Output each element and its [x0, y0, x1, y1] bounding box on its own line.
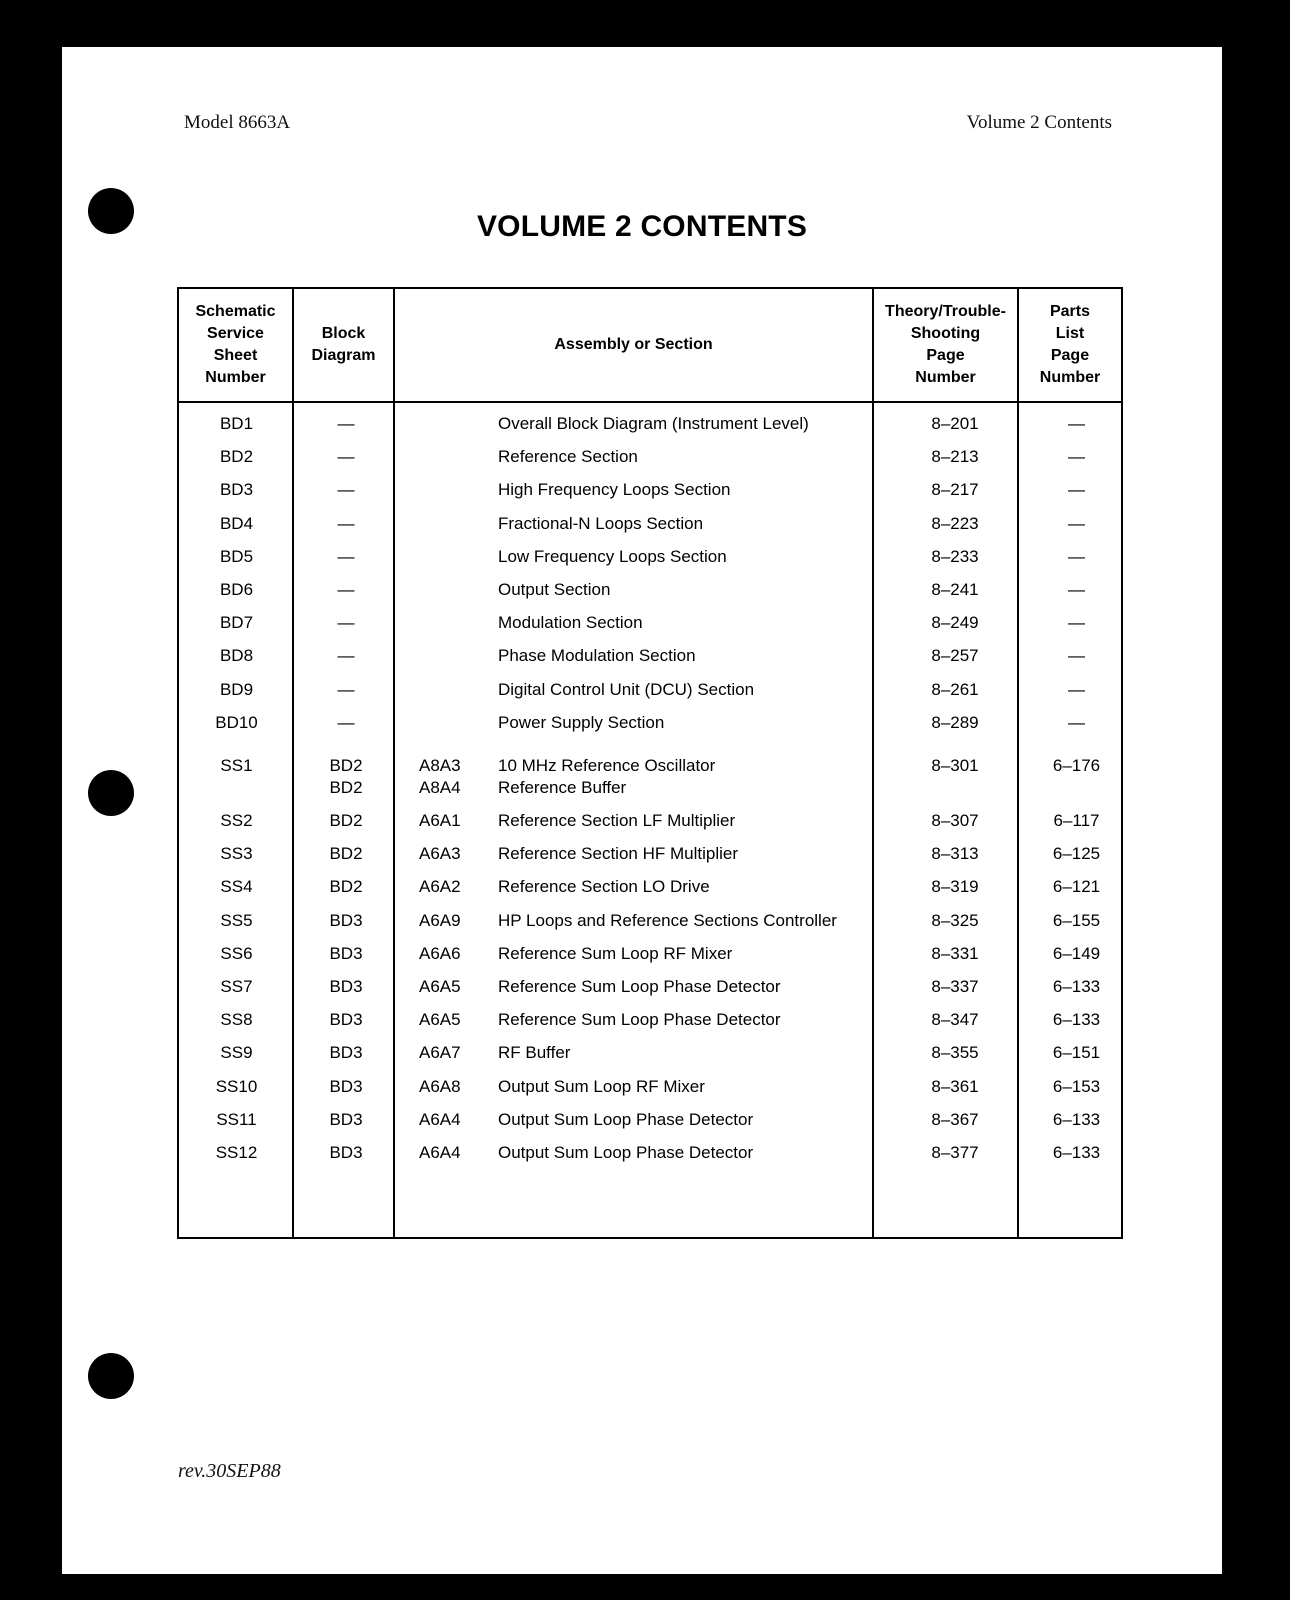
cell-sheet: BD1 [219, 414, 254, 433]
cell-block: — [337, 447, 355, 467]
cell-block: BD3 [329, 1010, 363, 1030]
cell-sheet: SS7 [220, 977, 253, 996]
column-header-block: Block Diagram [311, 325, 376, 364]
cell-section: Reference Sum Loop Phase Detector [498, 977, 781, 996]
cell-sheet: BD5 [219, 546, 254, 566]
cell-theory: 8–241 [931, 580, 979, 599]
cell-sheet: BD3 [219, 480, 254, 500]
cell-block: BD2 BD2 [329, 756, 363, 797]
table-row [179, 612, 1121, 646]
cell-section: Digital Control Unit (DCU) Section [498, 679, 755, 699]
cell-block: BD3 [329, 943, 363, 963]
contents-table [177, 287, 1123, 1239]
cell-assembly: A6A5 [419, 1010, 461, 1030]
cell-sheet: SS12 [215, 1143, 258, 1162]
cell-sheet: BD2 [219, 447, 254, 467]
cell-parts: 6–133 [1052, 1010, 1101, 1030]
column-header-sheet: Schematic Service Sheet Number [195, 303, 276, 386]
cell-block: BD3 [329, 1109, 363, 1129]
cell-parts: 6–153 [1052, 1076, 1101, 1096]
cell-parts: 6–125 [1052, 844, 1101, 864]
cell-parts: — [1068, 414, 1085, 433]
cell-parts: — [1068, 712, 1085, 732]
cell-theory: 8–289 [931, 712, 979, 732]
header-model: Model 8663A [184, 112, 291, 133]
cell-section: Reference Section HF Multiplier [498, 844, 738, 864]
cell-block: — [337, 414, 355, 433]
cell-section: Reference Section [498, 447, 638, 467]
cell-sheet: SS9 [220, 1043, 253, 1063]
cell-parts: — [1068, 613, 1085, 633]
cell-theory: 8–261 [931, 679, 979, 699]
table-row [179, 679, 1121, 713]
cell-sheet: BD10 [215, 712, 258, 732]
cell-assembly: A6A5 [419, 977, 461, 996]
cell-parts: — [1068, 513, 1085, 533]
column-header-theory: Theory/Trouble- Shooting Page Number [885, 303, 1006, 386]
table-row [179, 755, 1121, 797]
cell-parts: 6–151 [1052, 1043, 1101, 1063]
table-row [179, 479, 1121, 513]
cell-sheet: SS3 [220, 844, 253, 864]
punch-hole-middle [88, 770, 134, 816]
table-row [179, 943, 1121, 977]
table-row [179, 1142, 1121, 1176]
cell-sheet: SS1 [220, 756, 253, 775]
cell-theory: 8–201 [931, 414, 979, 433]
page-title: VOLUME 2 CONTENTS [476, 210, 808, 243]
cell-theory: 8–361 [931, 1076, 979, 1096]
cell-section: Output Section [498, 580, 611, 599]
table-row [179, 579, 1121, 613]
cell-block: — [337, 513, 355, 533]
table-row [179, 513, 1121, 547]
cell-section: Reference Section LO Drive [498, 877, 710, 897]
cell-theory: 8–233 [931, 546, 979, 566]
cell-section: Reference Section LF Multiplier [498, 811, 736, 830]
cell-parts: — [1068, 679, 1085, 699]
cell-parts: 6–133 [1052, 977, 1101, 996]
cell-theory: 8–337 [931, 977, 979, 996]
cell-sheet: SS6 [220, 943, 253, 963]
cell-sheet: SS11 [216, 1109, 257, 1129]
cell-block: BD3 [329, 910, 363, 930]
cell-section: Fractional-N Loops Section [498, 513, 704, 533]
table-row [179, 1009, 1121, 1043]
cell-parts: 6–149 [1052, 943, 1101, 963]
cell-theory: 8–313 [931, 844, 979, 864]
cell-block: — [337, 480, 355, 500]
cell-section: Overall Block Diagram (Instrument Level) [498, 414, 809, 433]
cell-sheet: SS5 [220, 910, 253, 930]
table-row [179, 976, 1121, 1010]
cell-sheet: SS8 [220, 1010, 253, 1030]
cell-block: — [337, 712, 355, 732]
table-row [179, 546, 1121, 580]
cell-theory: 8–307 [931, 811, 979, 830]
cell-theory: 8–213 [931, 447, 979, 467]
cell-sheet: BD8 [219, 646, 254, 666]
cell-assembly: A6A9 [419, 910, 461, 930]
cell-block: BD2 [329, 811, 363, 830]
column-header-parts: Parts List Page Number [1039, 303, 1101, 386]
cell-section: RF Buffer [498, 1043, 571, 1063]
cell-block: BD3 [329, 977, 363, 996]
table-row [179, 1076, 1121, 1110]
cell-assembly: A8A3 A8A4 [419, 756, 461, 797]
cell-theory: 8–367 [931, 1109, 979, 1129]
cell-theory: 8–347 [931, 1010, 979, 1030]
cell-parts: 6–155 [1052, 910, 1101, 930]
cell-block: — [337, 646, 355, 666]
table-row [179, 843, 1121, 877]
cell-parts: — [1068, 646, 1085, 666]
cell-section: Output Sum Loop Phase Detector [498, 1109, 754, 1129]
header-volume: Volume 2 Contents [966, 112, 1112, 133]
cell-block: BD3 [329, 1043, 363, 1063]
cell-assembly: A6A2 [419, 877, 461, 897]
cell-block: — [337, 679, 355, 699]
cell-theory: 8–223 [931, 513, 979, 533]
table-row [179, 413, 1121, 447]
cell-section: Output Sum Loop RF Mixer [498, 1076, 705, 1096]
cell-sheet: SS4 [220, 877, 253, 897]
cell-theory: 8–319 [931, 877, 979, 897]
cell-section: 10 MHz Reference Oscillator Reference Buffer [498, 756, 716, 797]
cell-assembly: A6A6 [419, 943, 461, 963]
cell-assembly: A6A4 [419, 1109, 461, 1129]
cell-theory: 8–325 [931, 910, 979, 930]
table-row [179, 1109, 1121, 1143]
cell-parts: — [1068, 580, 1085, 599]
cell-assembly: A6A8 [419, 1076, 461, 1096]
cell-theory: 8–355 [931, 1043, 979, 1063]
cell-parts: 6–133 [1052, 1109, 1101, 1129]
cell-assembly: A6A1 [419, 811, 461, 830]
cell-sheet: BD9 [219, 679, 254, 699]
cell-block: — [337, 546, 355, 566]
table-row [179, 910, 1121, 944]
cell-parts: — [1068, 546, 1085, 566]
cell-sheet: BD7 [219, 613, 254, 633]
cell-section: Modulation Section [498, 613, 643, 633]
cell-parts: 6–121 [1052, 877, 1101, 897]
cell-section: Low Frequency Loops Section [498, 546, 727, 566]
cell-block: BD2 [329, 877, 363, 897]
table-row [179, 810, 1121, 844]
cell-block: BD2 [329, 844, 363, 864]
cell-parts: — [1068, 480, 1085, 500]
cell-sheet: BD6 [219, 580, 254, 599]
cell-sheet: BD4 [219, 513, 254, 533]
table-row [179, 645, 1121, 679]
header-divider [179, 401, 1121, 403]
cell-block: BD3 [329, 1143, 363, 1162]
cell-parts: 6–133 [1052, 1143, 1101, 1162]
cell-sheet: SS10 [215, 1076, 258, 1096]
cell-parts: 6–176 [1052, 756, 1101, 775]
cell-parts: — [1068, 447, 1085, 467]
table-row [179, 712, 1121, 746]
cell-section: High Frequency Loops Section [498, 480, 731, 500]
cell-section: Reference Sum Loop RF Mixer [498, 943, 733, 963]
column-header-assembly: Assembly or Section [554, 336, 713, 353]
cell-theory: 8–301 [931, 756, 979, 775]
table-row [179, 1042, 1121, 1076]
cell-block: BD3 [329, 1076, 363, 1096]
revision-note: rev.30SEP88 [178, 1460, 281, 1482]
cell-assembly: A6A3 [419, 844, 461, 864]
cell-assembly: A6A4 [419, 1143, 461, 1162]
punch-hole-bottom [88, 1353, 134, 1399]
cell-theory: 8–217 [931, 480, 979, 500]
cell-theory: 8–377 [931, 1143, 979, 1162]
cell-theory: 8–331 [931, 943, 979, 963]
cell-theory: 8–249 [931, 613, 979, 633]
cell-sheet: SS2 [220, 811, 253, 830]
cell-section: Phase Modulation Section [498, 646, 696, 666]
cell-section: Output Sum Loop Phase Detector [498, 1143, 754, 1162]
document-page [62, 47, 1222, 1574]
cell-section: Reference Sum Loop Phase Detector [498, 1010, 781, 1030]
table-row [179, 876, 1121, 910]
cell-theory: 8–257 [931, 646, 979, 666]
table-row [179, 446, 1121, 480]
cell-section: Power Supply Section [498, 712, 665, 732]
cell-section: HP Loops and Reference Sections Controller [498, 910, 837, 930]
cell-assembly: A6A7 [419, 1043, 461, 1063]
cell-parts: 6–117 [1053, 811, 1100, 830]
cell-block: — [337, 580, 355, 599]
cell-block: — [337, 613, 355, 633]
